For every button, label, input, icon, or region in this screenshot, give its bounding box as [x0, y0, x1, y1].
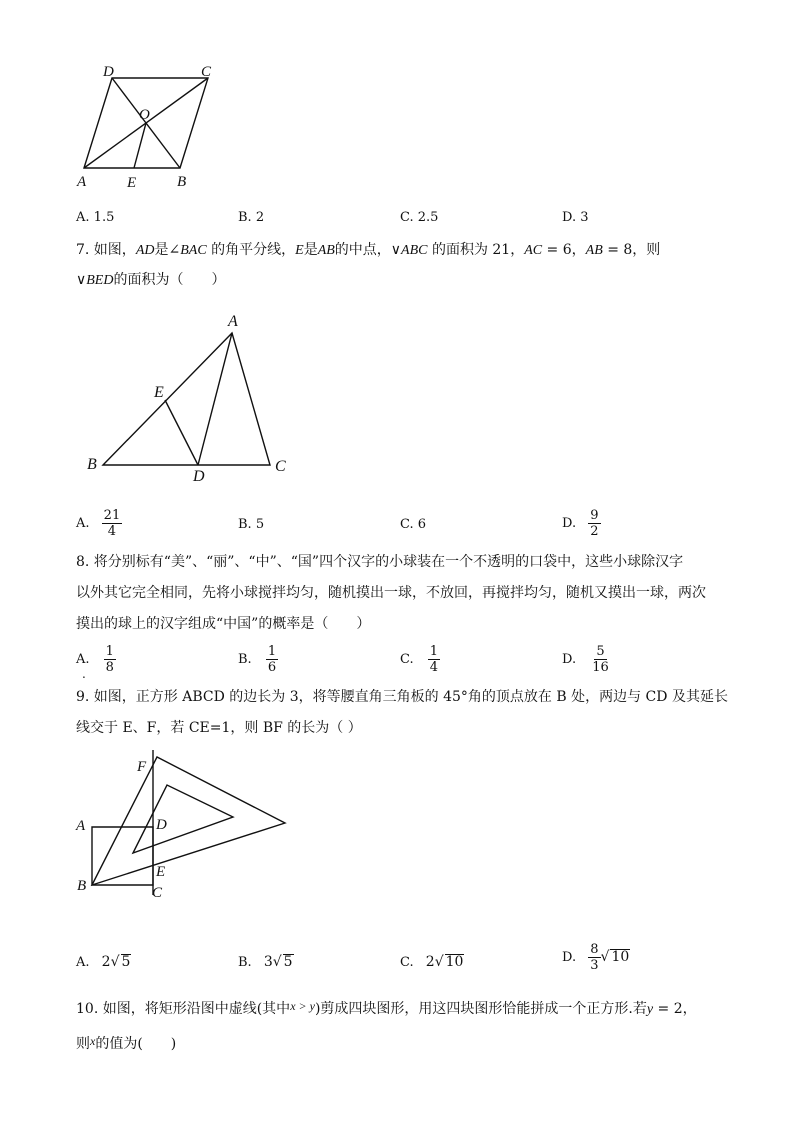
- q9-square-triangle-figure: [85, 745, 295, 895]
- fig6-label-D: D: [103, 64, 114, 80]
- fig9-label-F: F: [137, 759, 147, 775]
- fig7-label-C: C: [275, 458, 286, 475]
- q8-option-a[interactable]: A. $\frac{1}{8}$: [76, 644, 114, 675]
- fig9-label-B: B: [77, 878, 87, 894]
- q8-option-d[interactable]: D. $\frac{5}{16}$: [562, 644, 609, 675]
- fig7-label-D: D: [193, 468, 205, 485]
- q7-option-b[interactable]: B. 5: [238, 517, 265, 532]
- q9-option-a[interactable]: A. 2√ 5: [76, 954, 131, 970]
- fig7-label-A: A: [228, 313, 238, 330]
- q7-question-line1: 7. 如图，AD是∠BAC 的角平分线，E是AB的中点，∨ABC 的面积为 21，AC = 6，AB = 8，则: [76, 242, 661, 258]
- q7-option-c[interactable]: C. 6: [400, 517, 427, 532]
- fig6-label-A: A: [77, 174, 87, 190]
- fig6-label-E: E: [127, 175, 137, 191]
- fig9-label-D: D: [156, 817, 167, 833]
- q9-question-line2: 线交于 E、F，若 CE=1，则 BF 的长为（ ）: [76, 720, 362, 736]
- fig6-label-O: O: [139, 107, 150, 123]
- q9-option-c[interactable]: C. 2√ 10: [400, 954, 464, 970]
- q6-option-d[interactable]: D. 3: [562, 210, 589, 225]
- fig9-label-C: C: [152, 885, 163, 901]
- q8-stray-dot: .: [82, 667, 86, 681]
- q8-question-line1: 8. 将分别标有“美”、“丽”、“中”、“国”四个汉字的小球装在一个不透明的口袋中，这些小球除汉字: [76, 554, 684, 570]
- q7-question-line2: ∨BED的面积为（ ）: [76, 272, 226, 288]
- q6-option-b[interactable]: B. 2: [238, 210, 265, 225]
- q6-option-c[interactable]: C. 2.5: [400, 210, 439, 225]
- q7-triangle-figure: [90, 320, 290, 480]
- fig6-label-C: C: [201, 64, 212, 80]
- q8-question-line3: 摸出的球上的汉字组成“中国”的概率是（ ）: [76, 616, 371, 632]
- q9-option-d[interactable]: D. $\frac{8}{3}$ √ 10: [562, 942, 630, 973]
- q9-option-b[interactable]: B. 3√ 5: [238, 954, 293, 970]
- fig9-label-A: A: [76, 818, 86, 834]
- q8-option-b[interactable]: B. $\frac{1}{6}$: [238, 644, 277, 675]
- fig7-label-B: B: [87, 456, 97, 473]
- fig7-label-E: E: [154, 384, 164, 401]
- q10-question-line1: 10. 如图，将矩形沿图中虚线(其中x > y)剪成四块图形，用这四块图形恰能拼成一个正方形.若y = 2，: [76, 999, 697, 1017]
- q9-question-line1: 9. 如图，正方形 ABCD 的边长为 3，将等腰直角三角板的 45°角的顶点放在 B 处，两边与 CD 及其延长: [76, 689, 728, 705]
- q10-question-line2: 则x的值为( ): [76, 1034, 177, 1052]
- q6-option-a[interactable]: A. 1.5: [76, 210, 115, 225]
- q8-option-c[interactable]: C. $\frac{1}{4}$: [400, 644, 439, 675]
- q7-option-a[interactable]: A. $\frac{21}{4}$: [76, 508, 121, 539]
- fig9-label-E: E: [156, 864, 166, 880]
- q7-option-d[interactable]: D. $\frac{9}{2}$: [562, 508, 599, 539]
- fig6-label-B: B: [177, 174, 187, 190]
- q6-parallelogram-figure: [70, 60, 240, 200]
- q8-question-line2: 以外其它完全相同，先将小球搅拌均匀，随机摸出一球，不放回，再搅拌均匀，随机又摸出一球，两次: [76, 585, 706, 601]
